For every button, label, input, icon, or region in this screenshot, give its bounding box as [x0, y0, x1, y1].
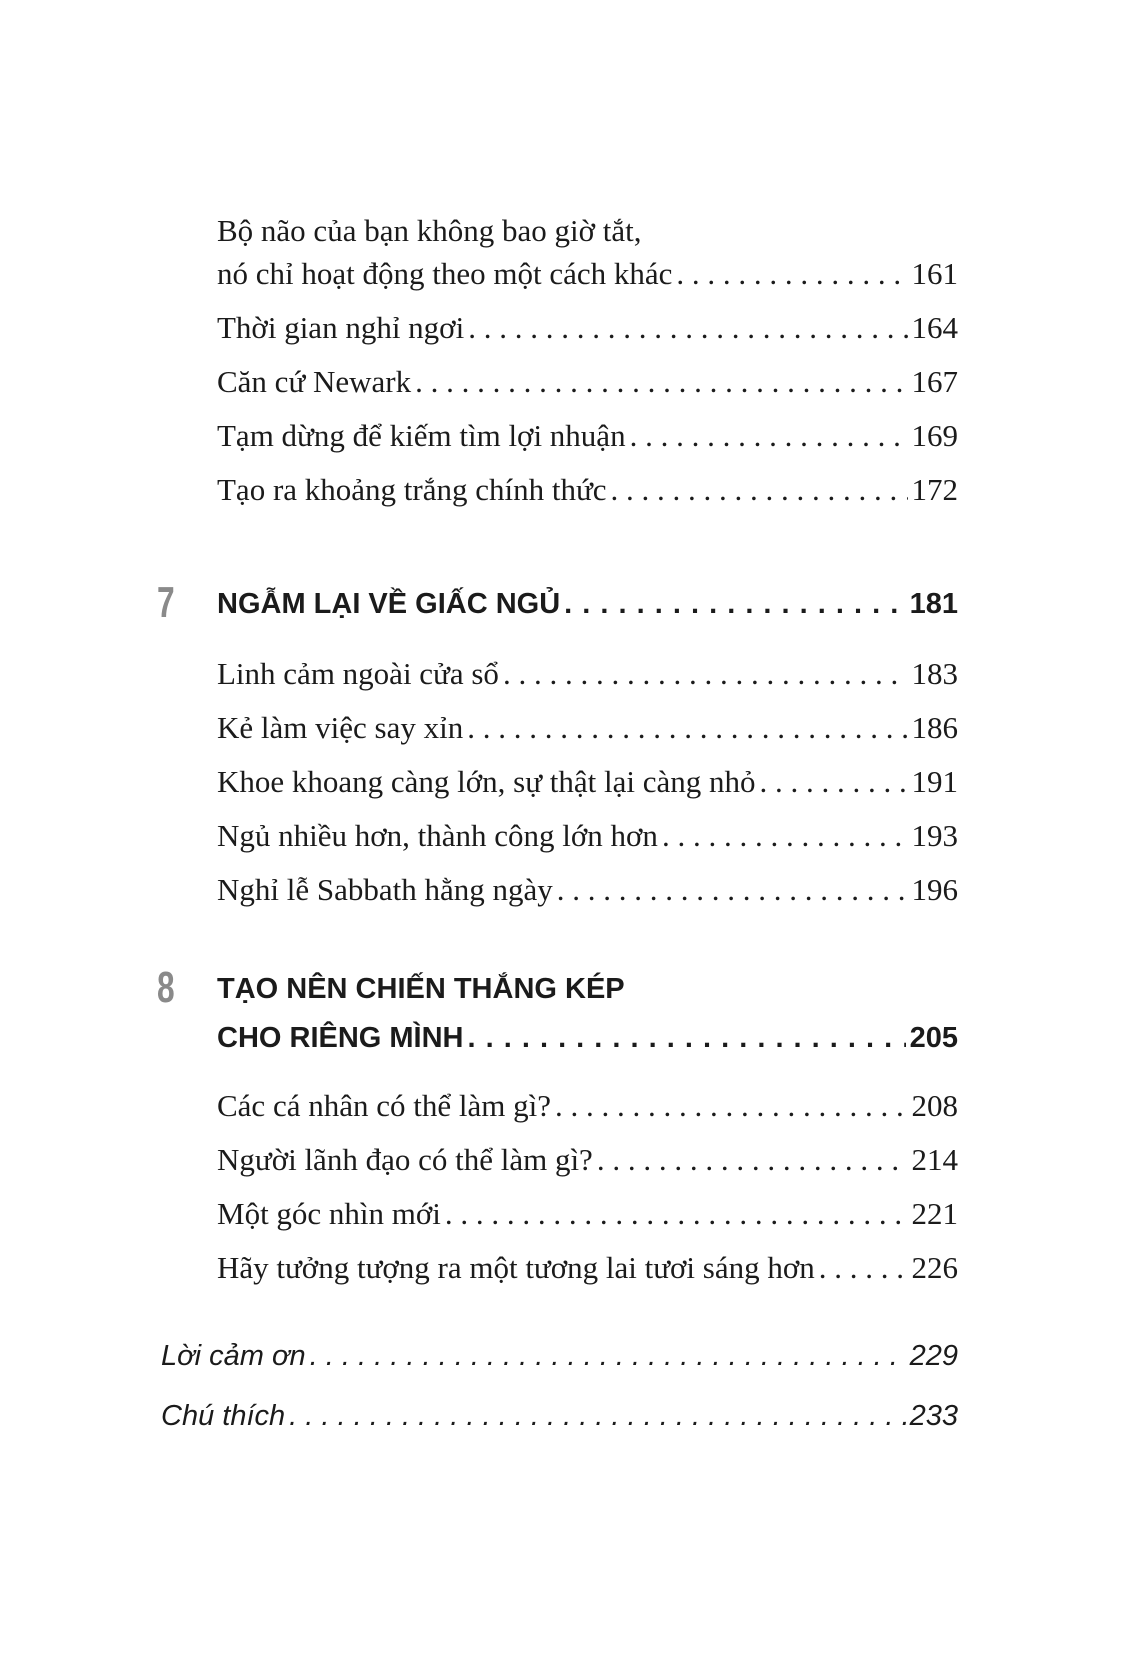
toc-page-number: 193: [911, 818, 958, 853]
dot-leader: [289, 1400, 905, 1433]
toc-entry[interactable]: [217, 418, 958, 454]
toc-entry-label: Thời gian nghỉ ngơi: [217, 310, 465, 345]
chapter-number: 7: [157, 578, 175, 627]
toc-entry-label: Các cá nhân có thể làm gì?: [217, 1088, 551, 1123]
toc-entry[interactable]: [217, 1142, 958, 1178]
toc-entry-label: Ngủ nhiều hơn, thành công lớn hơn: [217, 818, 658, 853]
toc-entry-label: Nghỉ lễ Sabbath hằng ngày: [217, 872, 553, 907]
toc-page-number: 233: [909, 1400, 958, 1432]
toc-page-number: 161: [911, 256, 958, 291]
toc-entry[interactable]: [217, 1250, 958, 1286]
dot-leader: [564, 588, 905, 621]
toc-entry-back-matter[interactable]: [161, 1340, 958, 1373]
toc-entry[interactable]: [217, 310, 958, 346]
toc-entry[interactable]: [217, 364, 958, 400]
toc-entry-label: Một góc nhìn mới: [217, 1196, 441, 1231]
toc-entry[interactable]: [217, 764, 958, 800]
toc-entry[interactable]: [217, 872, 958, 908]
toc-entry-label: Hãy tưởng tượng ra một tương lai tươi sáng hơn: [217, 1250, 815, 1285]
toc-entry-back-matter[interactable]: [161, 1400, 958, 1433]
toc-entry[interactable]: [217, 1088, 958, 1124]
toc-page-number: 226: [911, 1250, 958, 1285]
toc-page-number: 191: [911, 764, 958, 799]
chapter-number: 8: [157, 963, 175, 1012]
toc-entry-label: Lời cảm ơn: [161, 1340, 306, 1372]
chapter-page-number: 205: [909, 1022, 958, 1054]
toc-entry-label: Tạo ra khoảng trắng chính thức: [217, 472, 607, 507]
toc-page-number: 221: [911, 1196, 958, 1231]
chapter-title: NGẪM LẠI VỀ GIẤC NGỦ: [217, 588, 561, 620]
toc-page-number: 183: [911, 656, 958, 691]
toc-entry-label: nó chỉ hoạt động theo một cách khác: [217, 256, 673, 291]
toc-page-number: 167: [911, 364, 958, 399]
dot-leader: [468, 1022, 906, 1055]
dot-leader: [310, 1340, 906, 1373]
dot-leader: [819, 1250, 908, 1286]
chapter-title-line1: TẠO NÊN CHIẾN THẮNG KÉP: [217, 973, 625, 1005]
dot-leader: [597, 1142, 908, 1178]
toc-page-number: 164: [911, 310, 958, 345]
chapter-heading[interactable]: [217, 588, 958, 621]
toc-page-number: 229: [909, 1340, 958, 1372]
chapter-heading[interactable]: [217, 1022, 958, 1055]
toc-entry[interactable]: [217, 1196, 958, 1232]
toc-page-number: 186: [911, 710, 958, 745]
toc-entry[interactable]: [217, 472, 958, 508]
dot-leader: [503, 656, 908, 692]
toc-entry[interactable]: [217, 710, 958, 746]
toc-entry-label: Tạm dừng để kiếm tìm lợi nhuận: [217, 418, 626, 453]
dot-leader: [630, 418, 908, 454]
toc-entry-label-line1: Bộ não của bạn không bao giờ tắt,: [217, 213, 642, 248]
dot-leader: [555, 1088, 908, 1124]
dot-leader: [676, 256, 907, 292]
dot-leader: [445, 1196, 908, 1232]
toc-entry-label: Căn cứ Newark: [217, 364, 412, 399]
dot-leader: [611, 472, 908, 508]
toc-page-number: 214: [911, 1142, 958, 1177]
dot-leader: [468, 310, 907, 346]
toc-page-number: 208: [911, 1088, 958, 1123]
chapter-page-number: 181: [909, 588, 958, 620]
dot-leader: [467, 710, 907, 746]
toc-entry-label: Linh cảm ngoài cửa sổ: [217, 656, 499, 691]
toc-entry[interactable]: [217, 818, 958, 854]
chapter-title: CHO RIÊNG MÌNH: [217, 1022, 464, 1054]
toc-page-number: 172: [911, 472, 958, 507]
dot-leader: [760, 764, 908, 800]
toc-entry-label: Chú thích: [161, 1400, 286, 1432]
toc-entry-label: Người lãnh đạo có thể làm gì?: [217, 1142, 593, 1177]
toc-page-number: 169: [911, 418, 958, 453]
toc-entry-label: Khoe khoang càng lớn, sự thật lại càng nhỏ: [217, 764, 756, 799]
dot-leader: [415, 364, 907, 400]
toc-entry[interactable]: [217, 256, 958, 292]
toc-entry-label: Kẻ làm việc say xỉn: [217, 710, 464, 745]
toc-entry[interactable]: [217, 656, 958, 692]
toc-page-number: 196: [911, 872, 958, 907]
dot-leader: [662, 818, 908, 854]
dot-leader: [557, 872, 908, 908]
